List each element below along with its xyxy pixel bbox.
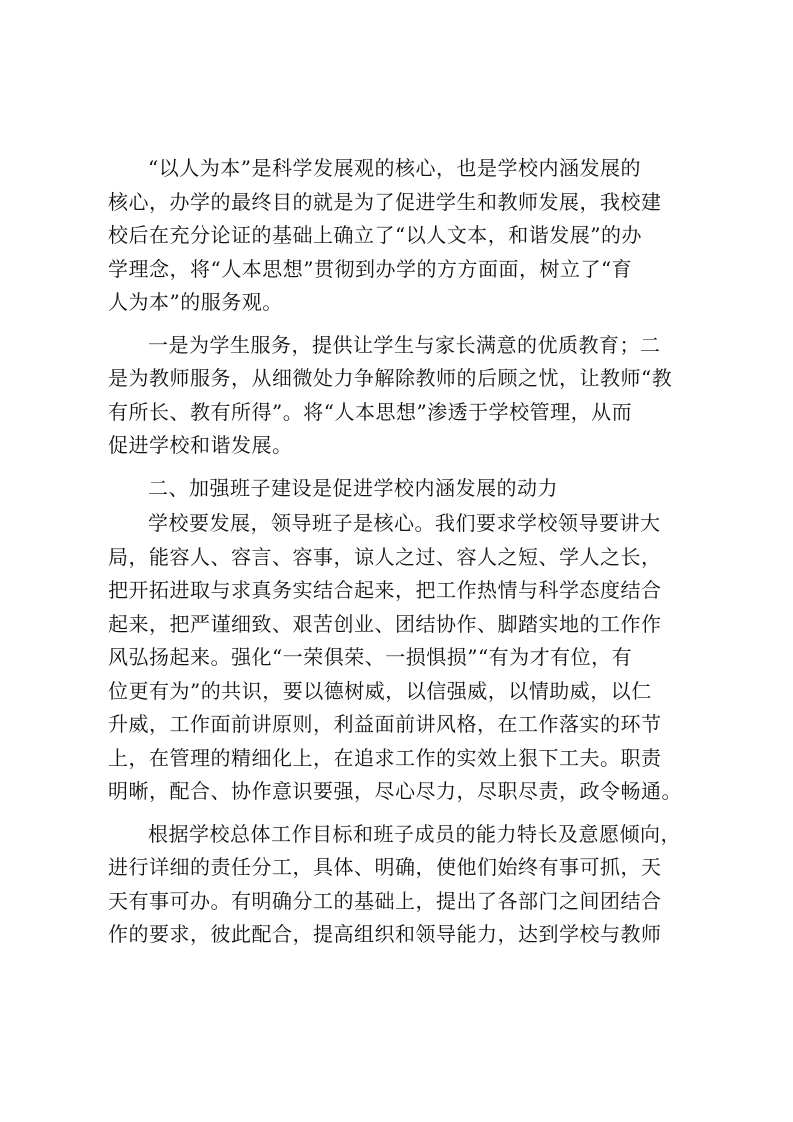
text-line: 人为本”的服务观。 [108, 290, 283, 314]
text-line: 有所长、教有所得”。将“人本思想”渗透于学校管理，从而 [108, 399, 633, 424]
text-line: 根据学校总体工作目标和班子成员的能力特长及意愿倾向， [148, 821, 681, 846]
text-line: 促进学校和谐发展。 [108, 433, 293, 457]
text-line: 学校要发展，领导班子是核心。我们要求学校领导要讲大 [148, 511, 661, 535]
document-page [108, 152, 688, 952]
text-line: 升威，工作面前讲原则，利益面前讲风格，在工作落实的环节 [108, 712, 662, 736]
paragraph-people-oriented [108, 152, 688, 320]
text-line: 是为教师服务，从细微处力争解除教师的后顾之忧，让教师“教 [108, 366, 673, 390]
paragraph-leadership [108, 507, 688, 809]
text-line: 局，能容人、容言、容事，谅人之过、容人之短、学人之长， [108, 544, 662, 569]
text-line: 位更有为”的共识，要以德树威，以信强威，以情助威，以仁 [108, 678, 652, 703]
text-line: 一是为学生服务，提供让学生与家长满意的优质教育；二 [148, 332, 661, 357]
text-line: 校后在充分论证的基础上确立了“以人文本，和谐发展”的办 [108, 223, 642, 247]
text-line: “以人为本”是科学发展观的核心，也是学校内涵发展的 [148, 156, 641, 180]
text-line: 进行详细的责任分工，具体、明确，使他们始终有事可抓，天 [108, 855, 662, 879]
paragraph-service [108, 329, 688, 463]
text-line: 起来，把严谨细致、艰苦创业、团结协作、脚踏实地的工作作 [108, 611, 662, 636]
text-line: 上，在管理的精细化上，在追求工作的实效上狠下工夫。职责 [108, 745, 662, 770]
text-line: 把开拓进取与求真务实结合起来，把工作热情与科学态度结合 [108, 578, 662, 602]
section-heading: 二、加强班子建设是促进学校内涵发展的动力 [148, 475, 558, 500]
text-line: 风弘扬起来。强化“一荣俱荣、一损惧损”“有为才有位，有 [108, 645, 633, 669]
text-line: 作的要求，彼此配合，提高组织和领导能力，达到学校与教师 [108, 922, 662, 946]
paragraph-division-of-labor [108, 818, 688, 952]
text-line: 天有事可办。有明确分工的基础上，提出了各部门之间团结合 [108, 888, 662, 913]
text-line: 明晰，配合、协作意识要强，尽心尽力，尽职尽责，政令畅通。 [108, 779, 682, 803]
text-line: 学理念，将“人本思想”贯彻到办学的方方面面，树立了“育 [108, 256, 633, 281]
text-line: 核心，办学的最终目的就是为了促进学生和教师发展，我校建 [108, 189, 662, 214]
